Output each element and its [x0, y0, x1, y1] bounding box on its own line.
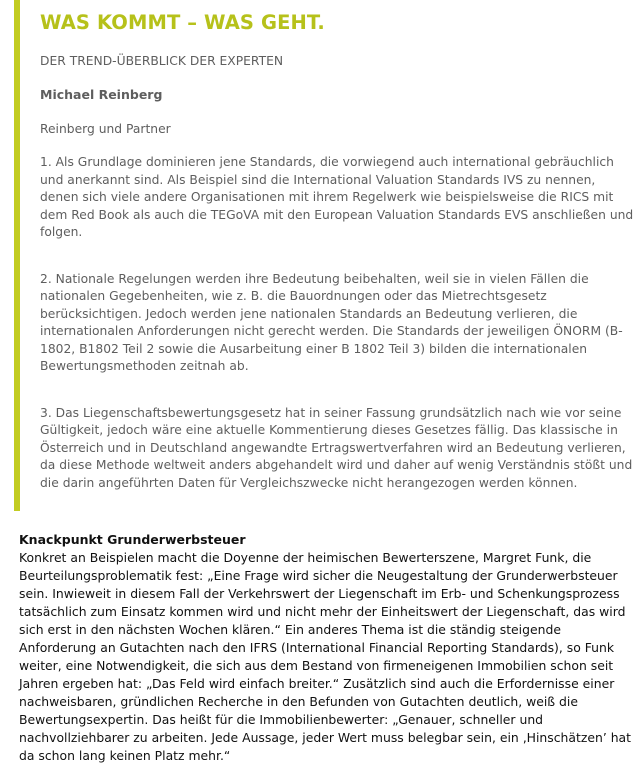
box-title: WAS KOMMT – WAS GEHT. [40, 11, 325, 34]
trend-paragraph-1: 1. Als Grundlage dominieren jene Standards, die vorwiegend auch international gebräuchlich und anerkannt sind. Als Beispiel sind die International Valuation Standards IVS zu nennen, denen sich viele andere Organisationen mit ihrem Regelwerk wie beispielsweise die RICS mit dem Red Book als auch die TEGoVA mit den European Valuation Standards EVS anschließen und folgen. [40, 155, 634, 239]
trend-paragraph-2: 2. Nationale Regelungen werden ihre Bedeutung beibehalten, weil sie in vielen Fällen die nationalen Gegebenheiten, wie z. B. die Bauordnungen oder das Mietrechtsgesetz berücksichtigen. Jedoch werden jene nationalen Standards an Bedeutung verlieren, die internationalen Anforderungen nicht gerecht werden. Die Standards der jeweiligen ÖNORM (B-1802, B1802 Teil 2 sowie die Ausarbeitung einer B 1802 Teil 3) bilden die internationalen Bewertungsmethoden zeitnah ab. [40, 271, 623, 373]
trend-overview-box [14, 0, 634, 511]
author-company: Reinberg und Partner [40, 122, 171, 136]
article-section [19, 531, 636, 765]
box-subtitle: DER TREND-ÜBERBLICK DER EXPERTEN [40, 54, 284, 68]
trend-paragraph-3: 3. Das Liegenschaftsbewertungsgesetz hat in seiner Fassung grundsätzlich nach wie vor seine Gültigkeit, jedoch wäre eine aktuelle Kommentierung dieses Gesetzes fällig. Das klassische in Österreich und in Deutschland angewandte Ertragswertverfahren wird an Bedeutung verlieren, da diese Methode weltweit anders abgehandelt wird und daher auf wenig Verständnis stößt und die darin angeführten Daten für Vergleichszwecke nicht herangezogen werden können. [40, 405, 633, 490]
author-name: Michael Reinberg [40, 87, 163, 102]
article-heading: Knackpunkt Grunderwerbsteuer [19, 532, 246, 547]
article-body: Konkret an Beispielen macht die Doyenne der heimischen Bewerterszene, Margret Funk, die Beurteilungsproblematik fest: „Eine Frage wird sicher die Neugestaltung der Grunderwerbsteuer sein. Inwieweit in diesem Fall der Verkehrswert der Liegenschaft im Erb- und Schenkungsprozess tatsächlich zum Einsatz kommen wird und nicht mehr der Einheitswert der Liegenschaft, das wird sich erst in den nächsten Wochen klären.“ Ein anderes Thema ist die ständig steigende Anforderung an Gutachten nach den IFRS (International Financial Reporting Standards), so Funk weiter, eine Notwendigkeit, die sich aus dem Bestand von firmeneigenen Immobilien schon seit Jahren ergeben hat: „Das Feld wird einfach breiter.“ Zusätzlich sind auch die Erfordernisse einer nachweisbaren, gründlichen Recherche in den Befunden von Gutachten deutlich, weiß die Bewertungsexpertin. Das heißt für die Immobilienbewerter: „Genauer, schneller und nachvollziehbarer zu arbeiten. Jede Aussage, jeder Wert muss belegbar sein, ein ‚Hinschätzen’ hat da schon lang keinen Platz mehr.“ [19, 550, 631, 763]
